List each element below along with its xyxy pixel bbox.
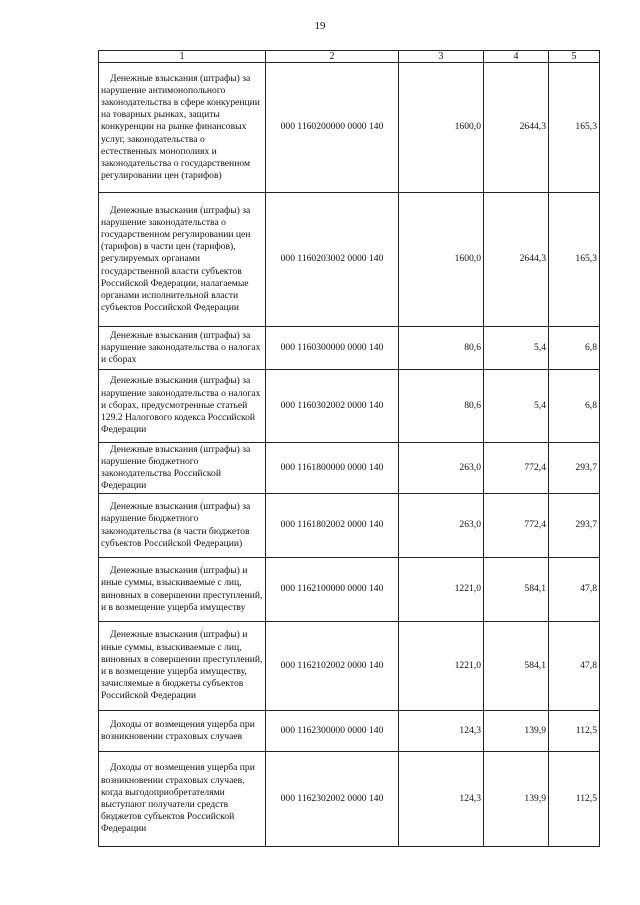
- value-col4: 2644,3: [484, 63, 549, 193]
- value-col5: 6,8: [549, 370, 600, 443]
- table-row: [99, 370, 600, 443]
- budget-code: 000 1162300000 0000 140: [266, 711, 399, 752]
- revenue-name: Денежные взыскания (штрафы) за нарушение антимонопольного законодательства в сфере конкуренции на товарных рынках, защиты конкуренции на рынке финансовых услуг, законодательства о естественных монополиях и законодательства о государственном регулировании цен (тарифов): [99, 63, 266, 193]
- value-col3: 124,3: [399, 752, 484, 847]
- table-row: [99, 752, 600, 847]
- table-row: [99, 63, 600, 193]
- revenue-name: Денежные взыскания (штрафы) за нарушение законодательства о налогах и сборах, предусмотренные статьей 129.2 Налогового кодекса Российской Федерации: [99, 370, 266, 443]
- value-col4: 139,9: [484, 752, 549, 847]
- budget-code: 000 1161800000 0000 140: [266, 443, 399, 494]
- column-header-3: 3: [399, 51, 484, 63]
- column-header-5: 5: [549, 51, 600, 63]
- revenue-name: Денежные взыскания (штрафы) за нарушение законодательства о налогах и сборах: [99, 327, 266, 370]
- value-col5: 165,3: [549, 63, 600, 193]
- value-col3: 1221,0: [399, 558, 484, 622]
- budget-code: 000 1160203002 0000 140: [266, 193, 399, 327]
- value-col3: 80,6: [399, 327, 484, 370]
- value-col3: 263,0: [399, 443, 484, 494]
- budget-code: 000 1162102002 0000 140: [266, 622, 399, 711]
- value-col3: 263,0: [399, 494, 484, 558]
- budget-code: 000 1160302002 0000 140: [266, 370, 399, 443]
- budget-code: 000 1161802002 0000 140: [266, 494, 399, 558]
- table-row: [99, 622, 600, 711]
- value-col3: 1221,0: [399, 622, 484, 711]
- value-col5: 47,8: [549, 558, 600, 622]
- value-col5: 293,7: [549, 494, 600, 558]
- table-row: [99, 193, 600, 327]
- value-col4: 5,4: [484, 370, 549, 443]
- revenue-name: Доходы от возмещения ущерба при возникновении страховых случаев, когда выгодоприобретателями выступают получатели средств бюджетов субъектов Российской Федерации: [99, 752, 266, 847]
- budget-code: 000 1162100000 0000 140: [266, 558, 399, 622]
- value-col4: 139,9: [484, 711, 549, 752]
- revenue-name: Денежные взыскания (штрафы) за нарушение бюджетного законодательства (в части бюджетов субъектов Российской Федерации): [99, 494, 266, 558]
- value-col4: 584,1: [484, 622, 549, 711]
- table-row: [99, 711, 600, 752]
- budget-code: 000 1160300000 0000 140: [266, 327, 399, 370]
- revenue-name: Денежные взыскания (штрафы) и иные суммы, взыскиваемые с лиц, виновных в совершении преступлений, и в возмещение ущерба имуществу, зачисляемые в бюджеты субъектов Российской Федерации: [99, 622, 266, 711]
- value-col5: 293,7: [549, 443, 600, 494]
- value-col5: 112,5: [549, 711, 600, 752]
- budget-code: 000 1160200000 0000 140: [266, 63, 399, 193]
- revenue-name: Доходы от возмещения ущерба при возникновении страховых случаев: [99, 711, 266, 752]
- value-col3: 1600,0: [399, 193, 484, 327]
- column-header-1: 1: [99, 51, 266, 63]
- page-number: 19: [314, 20, 326, 32]
- value-col3: 124,3: [399, 711, 484, 752]
- value-col3: 80,6: [399, 370, 484, 443]
- table-row: [99, 558, 600, 622]
- value-col4: 772,4: [484, 494, 549, 558]
- budget-code: 000 1162302002 0000 140: [266, 752, 399, 847]
- column-header-4: 4: [484, 51, 549, 63]
- table-row: [99, 327, 600, 370]
- revenue-name: Денежные взыскания (штрафы) за нарушение законодательства о государственном регулировании цен (тарифов) в части цен (тарифов), регулируемых органами государственной власти субъектов Российской Федерации, налагаемые органами исполнительной власти субъектов Российской Федерации: [99, 193, 266, 327]
- table-row: [99, 443, 600, 494]
- revenue-name: Денежные взыскания (штрафы) и иные суммы, взыскиваемые с лиц, виновных в совершении преступлений, и в возмещение ущерба имуществу: [99, 558, 266, 622]
- revenue-name: Денежные взыскания (штрафы) за нарушение бюджетного законодательства Российской Федерации: [99, 443, 266, 494]
- value-col5: 47,8: [549, 622, 600, 711]
- value-col4: 5,4: [484, 327, 549, 370]
- value-col4: 584,1: [484, 558, 549, 622]
- table-header-row: [99, 51, 600, 63]
- value-col4: 2644,3: [484, 193, 549, 327]
- value-col5: 112,5: [549, 752, 600, 847]
- table-row: [99, 494, 600, 558]
- value-col5: 6,8: [549, 327, 600, 370]
- revenue-table: [98, 50, 600, 847]
- value-col5: 165,3: [549, 193, 600, 327]
- value-col3: 1600,0: [399, 63, 484, 193]
- column-header-2: 2: [266, 51, 399, 63]
- value-col4: 772,4: [484, 443, 549, 494]
